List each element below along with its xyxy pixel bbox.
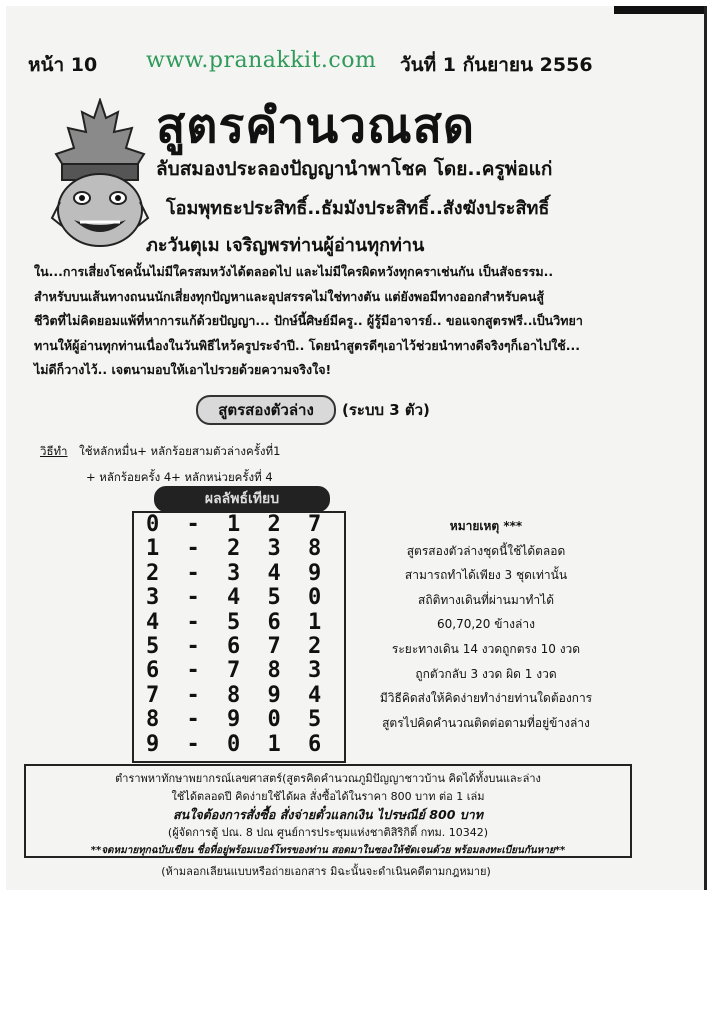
remark-note [346,514,626,735]
intro-line: ไม่ดีก็วางไว้.. เจตนามอบให้เอาไปรวยด้วยความจริงใจ! [34,362,332,377]
result-row: 8 - 9 0 5 [146,707,329,733]
mantra-line: โอมพุทธะประสิทธิ์..ธัมมังประสิทธิ์..สังฆังประสิทธิ์ [166,198,550,219]
page-header [28,46,688,80]
method-line: + หลักร้อยครั้ง 4+ หลักหน่วยครั้งที่ 4 [86,470,273,484]
remark-heading: หมายเหตุ *** [449,519,523,533]
magazine-page [6,6,707,890]
page-number: หน้า 10 [28,54,98,76]
method-line: ใช้หลักหมื่น+ หลักร้อยสามตัวล่างครั้งที่1 [79,444,281,458]
page-title: สูตรคำนวณสด [156,98,476,154]
result-row: 7 - 8 9 4 [146,682,329,708]
result-row: 0 - 1 2 7 [146,512,329,537]
intro-line: ทานให้ผู้อ่านทุกท่านเนื่องในวันพิธีไหว้ครูประจำปี.. โดยนำสูตรดีๆเอาไว้ช่วยนำทางดีจริงๆก็เอาไปใช้... [34,337,581,353]
page-edge-bar [614,6,704,14]
remark-line: ระยะทางเดิน 14 งวดถูกตรง 10 งวด [391,641,581,656]
formula-name-badge: สูตรสองตัวล่าง [196,395,336,425]
result-row: 4 - 5 6 1 [146,609,329,635]
blessing-line: ภะวันตุเม เจริญพรท่านผู้อ่านทุกท่าน [146,235,425,256]
remark-line: ถูกตัวกลับ 3 งวด ผิด 1 งวด [415,666,557,681]
intro-line: สำหรับบนเส้นทางถนนนักเสี่ยงทุกปัญหาและอุปสรรคไม่ใช่ทางตัน แต่ยังพอมีทางออกสำหรับคนสู้ [34,288,544,304]
results-table [132,511,346,763]
result-row: 6 - 7 8 3 [146,658,329,684]
remark-line: สูตรสองตัวล่างชุดนี้ใช้ได้ตลอด [406,543,566,558]
result-row: 9 - 0 1 6 [146,731,329,757]
copyright-disclaimer: (ห้ามลอกเลียนแบบหรือถ่ายเอกสาร มิฉะนั้นจะดำเนินคดีตามกฎหมาย) [161,865,491,878]
intro-line: ชีวิตที่ไม่คิดยอมแพ้ที่หาการแก้ด้วยปัญญา... ปักษ์นี้ศิษย์มีครู.. ผู้รู้มีอาจารย์.. ขอแจกสูตรฟรี..เป็นวิทยา [34,313,583,328]
formula-system: (ระบบ 3 ตัว) [342,401,430,419]
order-line: ตำราพหาทักษาพยากรณ์เลขศาสตร์(สูตรคิดคำนวณภูมิปัญญาชาวบ้าน คิดได้ทั้งบนและล่าง [115,772,541,785]
order-info-box [24,764,632,858]
results-title-badge: ผลลัพธ์เทียบ [154,486,330,512]
result-row: 5 - 6 7 2 [146,633,329,659]
order-line: ใช้ได้ตลอดปี คิดง่ายใช้ได้ผล สั่งซื้อได้ในราคา 800 บาท ต่อ 1 เล่ม [171,790,485,803]
order-address: (ผู้จัดการตู้ ปณ. 8 ปณ ศูนย์การประชุมแห่งชาติสิริกิติ์ กทม. 10342) [167,826,489,839]
order-line-highlight: สนใจต้องการสั่งซื้อ สั่งจ่ายตั๋วแลกเงิน ไปรษณีย์ 800 บาท [173,807,483,822]
order-footnote: **จดหมายทุกฉบับเขียน ชื่อที่อยู่พร้อมเบอร์โทรของท่าน สอดมาในซองให้ชัดเจนด้วย พร้อมลงทะเบียนกันหาย** [90,845,566,856]
subtitle: ลับสมองประลองปัญญานำพาโชค โดย..ครูพ่อแก่ [156,158,553,180]
remark-line: มีวิธีคิดส่งให้คิดง่ายทำง่ายท่านใดต้องการ [379,691,593,706]
result-row: 1 - 2 3 8 [146,536,329,562]
remark-line: สถิติทางเดินที่ผ่านมาทำได้ [418,592,554,607]
remark-line: 60,70,20 ข้างล่าง [436,617,535,632]
remark-line: สูตรไปคิดคำนวณติดต่อตามที่อยู่ข้างล่าง [382,715,590,730]
intro-line: ใน...การเสี่ยงโชคนั้นไม่มีใครสมหวังได้ตลอดไป และไม่มีใครผิดหวังทุกคราเช่นกัน เป็นสัจธรรม.. [34,264,554,279]
result-row: 3 - 4 5 0 [146,585,329,611]
method-label: วิธีทำ [40,444,68,458]
website-url: www.pranakkit.com [146,48,377,73]
intro-paragraph [34,260,684,383]
method-instructions [40,438,280,490]
ruesi-mask-icon [44,98,156,256]
result-row: 2 - 3 4 9 [146,560,329,586]
issue-date: วันที่ 1 กันยายน 2556 [400,54,593,76]
remark-line: สามารถทำได้เพียง 3 ชุดเท่านั้น [404,568,568,583]
